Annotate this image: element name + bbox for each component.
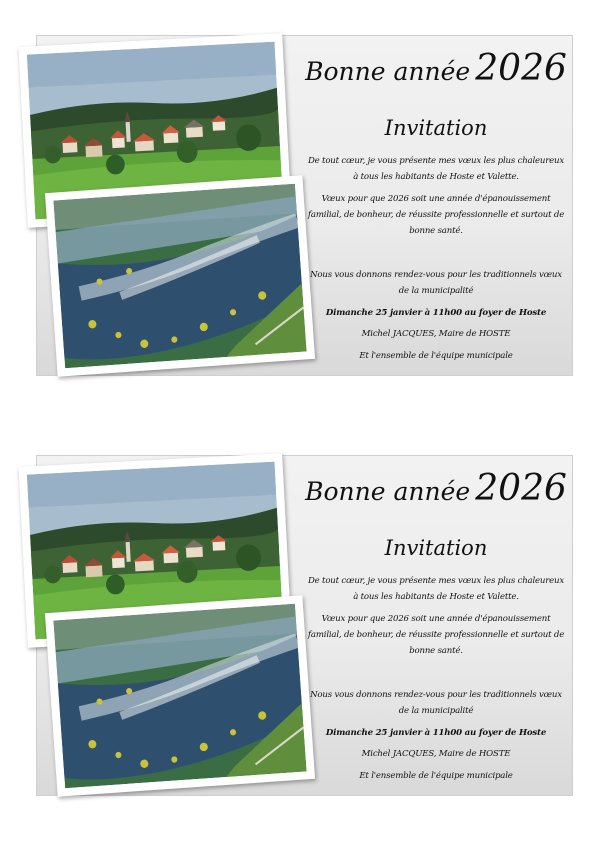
event-date-place: Dimanche 25 janvier à 11h00 au foyer de Hoste: [325, 728, 547, 738]
title-label: Bonne année: [305, 477, 471, 506]
greeting-paragraph: De tout cœur, je vous présente mes vœux les plus chaleureux à tous les habitants de Hoste et Valette.: [307, 576, 565, 602]
invitation-card-2: [36, 455, 573, 796]
invitation-heading: Invitation: [384, 116, 488, 140]
greeting-paragraph: De tout cœur, je vous présente mes vœux les plus chaleureux à tous les habitants de Hoste et Valette.: [307, 156, 565, 182]
invitation-heading: Invitation: [384, 536, 488, 560]
river-aerial-photo: [45, 595, 315, 797]
wishes-paragraph: Vœux pour que 2026 soit une année d'épanouissement familial, de bonheur, de réussite professionnelle et surtout de bonne santé.: [307, 614, 565, 656]
rendezvous-paragraph: Nous vous donnons rendez-vous pour les traditionnels vœux de la municipalité: [310, 270, 562, 296]
title-year: 2026: [475, 48, 567, 89]
team-line: Et l'ensemble de l'équipe municipale: [359, 351, 513, 361]
invitation-card-1: [36, 35, 573, 376]
title-label: Bonne année: [305, 57, 471, 86]
signature: Michel JACQUES, Maire de HOSTE: [361, 329, 511, 339]
rendezvous-paragraph: Nous vous donnons rendez-vous pour les traditionnels vœux de la municipalité: [310, 690, 562, 716]
title-year: 2026: [475, 468, 567, 509]
team-line: Et l'ensemble de l'équipe municipale: [359, 771, 513, 781]
river-aerial-image: [53, 184, 306, 368]
river-aerial-image: [53, 604, 306, 788]
invitation-text: [301, 36, 571, 377]
greeting-title: [301, 468, 571, 509]
wishes-paragraph: Vœux pour que 2026 soit une année d'épanouissement familial, de bonheur, de réussite professionnelle et surtout de bonne santé.: [307, 194, 565, 236]
greeting-title: [301, 48, 571, 89]
invitation-text: [301, 456, 571, 797]
signature: Michel JACQUES, Maire de HOSTE: [361, 749, 511, 759]
river-aerial-photo: [45, 175, 315, 377]
event-date-place: Dimanche 25 janvier à 11h00 au foyer de Hoste: [325, 308, 547, 318]
